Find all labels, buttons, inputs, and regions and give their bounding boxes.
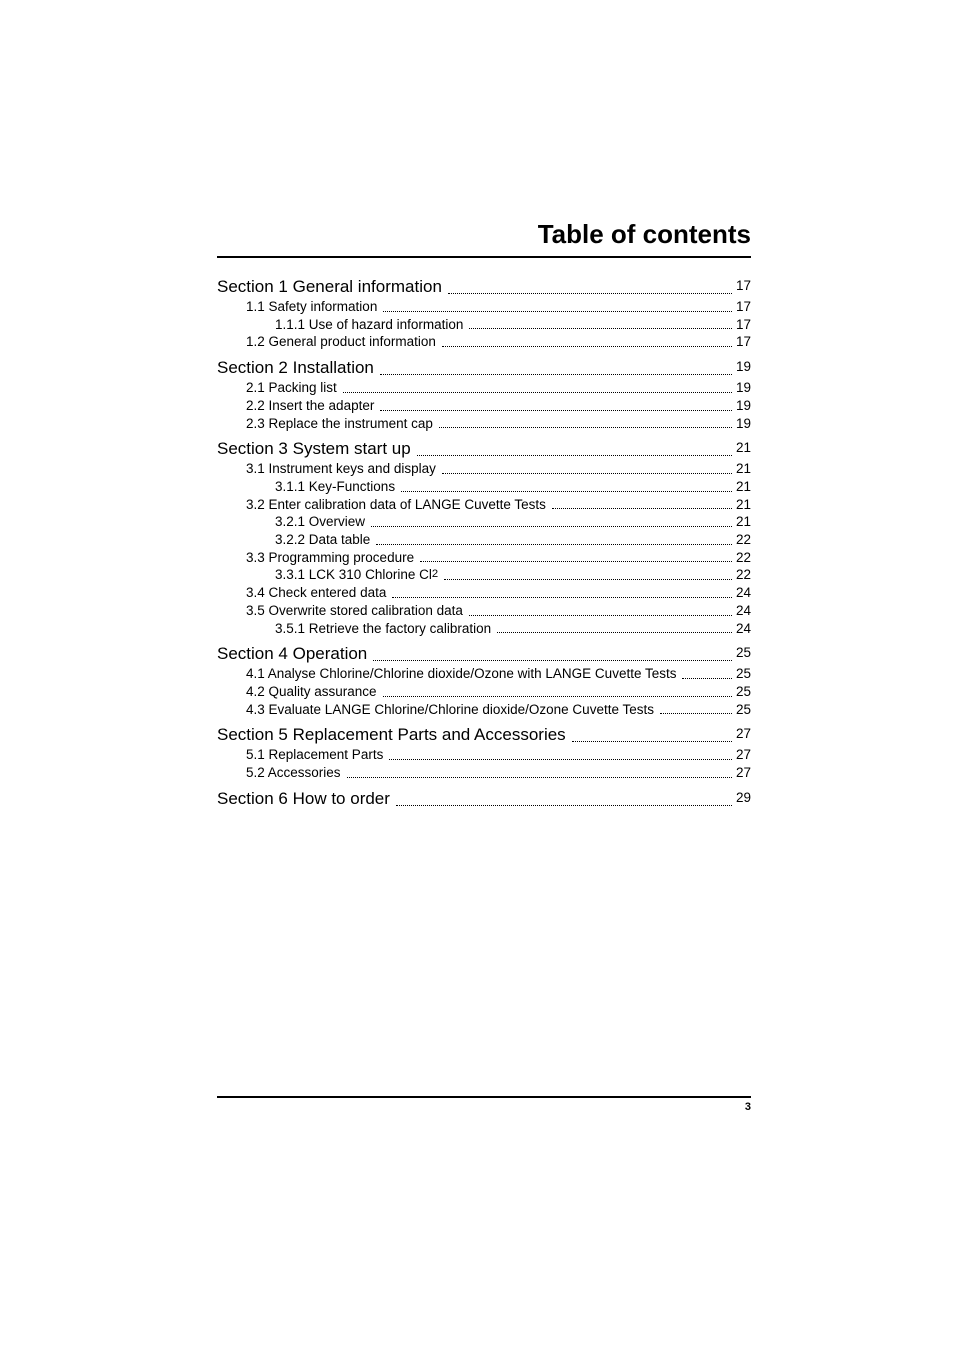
toc-page-number: 27 bbox=[735, 747, 751, 763]
toc-page-number: 19 bbox=[735, 359, 751, 375]
toc-dot-leader bbox=[417, 455, 732, 456]
toc-subsection-entry[interactable] bbox=[217, 316, 751, 334]
toc-page-number: 25 bbox=[735, 683, 751, 699]
toc-section-entry[interactable] bbox=[217, 788, 751, 810]
toc-page-number: 22 bbox=[735, 532, 751, 548]
toc-entry-label: 3.1.1 Key-Functions bbox=[275, 478, 396, 494]
toc-dot-leader bbox=[373, 660, 732, 661]
toc-dot-leader bbox=[469, 615, 732, 616]
page-title: Table of contents bbox=[537, 219, 751, 249]
toc-entry-label: Section 4 Operation bbox=[217, 644, 368, 664]
toc-page-number: 25 bbox=[735, 666, 751, 682]
toc-entry-label: 3.2.2 Data table bbox=[275, 532, 371, 548]
toc-entry-label: 3.5 Overwrite stored calibration data bbox=[246, 602, 463, 618]
page-number: 3 bbox=[744, 1101, 751, 1113]
toc-page-number: 17 bbox=[735, 299, 751, 314]
toc-page-number: 21 bbox=[735, 461, 751, 477]
toc-subsection-entry[interactable] bbox=[217, 566, 751, 584]
toc-section-entry[interactable] bbox=[217, 724, 751, 746]
toc-dot-leader bbox=[497, 632, 732, 633]
toc-page-number: 22 bbox=[735, 549, 751, 565]
toc-dot-leader bbox=[442, 473, 732, 474]
toc-dot-leader bbox=[380, 410, 732, 411]
toc-page-number: 21 bbox=[735, 440, 751, 456]
toc-subsection-entry[interactable] bbox=[217, 478, 751, 496]
toc-subsection-entry[interactable] bbox=[217, 620, 751, 638]
toc-page-number: 21 bbox=[735, 496, 751, 512]
toc-page-number: 24 bbox=[735, 602, 751, 618]
toc-dot-leader bbox=[347, 777, 732, 778]
toc-dot-leader bbox=[343, 392, 732, 393]
toc-dot-leader bbox=[396, 805, 732, 806]
toc-entry-label: 4.1 Analyse Chlorine/Chlorine dioxide/Ozone with LANGE Cuvette Tests bbox=[246, 666, 677, 682]
toc-dot-leader bbox=[376, 544, 732, 545]
footer-rule bbox=[217, 1096, 751, 1098]
toc-subsection-entry[interactable] bbox=[217, 298, 751, 316]
toc-subsection-entry[interactable] bbox=[217, 415, 751, 433]
toc-page-number: 24 bbox=[735, 620, 751, 636]
toc-subsection-entry[interactable] bbox=[217, 746, 751, 764]
toc-subsection-entry[interactable] bbox=[217, 333, 751, 351]
toc-entry-label: 5.2 Accessories bbox=[246, 765, 341, 781]
toc-dot-leader bbox=[383, 311, 732, 312]
toc-entry-label: 3.3.1 LCK 310 Chlorine Cl bbox=[275, 567, 432, 583]
toc-page-number: 24 bbox=[735, 585, 751, 601]
toc-entry-label: 1.1.1 Use of hazard information bbox=[275, 316, 464, 332]
toc-page-number: 17 bbox=[735, 278, 751, 293]
toc-page-number: 21 bbox=[735, 514, 751, 530]
toc-page-number: 27 bbox=[735, 765, 751, 781]
toc-subsection-entry[interactable] bbox=[217, 549, 751, 567]
toc-entry-subscript: 2 bbox=[431, 568, 439, 581]
toc-dot-leader bbox=[401, 491, 732, 492]
toc-dot-leader bbox=[371, 526, 732, 527]
toc-subsection-entry[interactable] bbox=[217, 584, 751, 602]
toc-section-entry[interactable] bbox=[217, 357, 751, 379]
toc-dot-leader bbox=[552, 508, 732, 509]
toc-subsection-entry[interactable] bbox=[217, 460, 751, 478]
toc-page-number: 17 bbox=[735, 316, 751, 332]
toc-entry-label: 3.3 Programming procedure bbox=[246, 549, 415, 565]
toc-entry-label: 3.2 Enter calibration data of LANGE Cuvette Tests bbox=[246, 496, 546, 512]
toc-dot-leader bbox=[380, 374, 732, 375]
toc-subsection-entry[interactable] bbox=[217, 531, 751, 549]
toc-entry-label: Section 6 How to order bbox=[217, 788, 390, 808]
toc-entry-label: 1.1 Safety information bbox=[246, 299, 378, 314]
toc-page-number: 17 bbox=[735, 334, 751, 350]
toc-dot-leader bbox=[444, 579, 732, 580]
toc-entry-label: 3.1 Instrument keys and display bbox=[246, 461, 436, 477]
toc-page-number: 25 bbox=[735, 645, 751, 661]
toc-subsection-entry[interactable] bbox=[217, 602, 751, 620]
toc-entry-label: 2.2 Insert the adapter bbox=[246, 397, 375, 413]
toc-dot-leader bbox=[392, 597, 732, 598]
toc-entry-label: 4.3 Evaluate LANGE Chlorine/Chlorine dioxide/Ozone Cuvette Tests bbox=[246, 701, 654, 717]
table-of-contents bbox=[217, 276, 751, 810]
toc-subsection-entry[interactable] bbox=[217, 496, 751, 514]
toc-subsection-entry[interactable] bbox=[217, 764, 751, 782]
toc-page-number: 21 bbox=[735, 478, 751, 494]
toc-dot-leader bbox=[469, 328, 732, 329]
toc-dot-leader bbox=[682, 678, 731, 679]
toc-subsection-entry[interactable] bbox=[217, 683, 751, 701]
toc-entry-label: Section 1 General information bbox=[217, 277, 442, 296]
toc-page-number: 22 bbox=[735, 567, 751, 583]
toc-entry-label: Section 5 Replacement Parts and Accessories bbox=[217, 725, 566, 745]
toc-subsection-entry[interactable] bbox=[217, 513, 751, 531]
toc-entry-label: 2.3 Replace the instrument cap bbox=[246, 415, 433, 431]
toc-entry-label: Section 2 Installation bbox=[217, 358, 374, 378]
toc-entry-label: 2.1 Packing list bbox=[246, 380, 337, 396]
toc-page-number: 25 bbox=[735, 701, 751, 717]
toc-dot-leader bbox=[439, 427, 732, 428]
title-rule bbox=[217, 256, 751, 258]
toc-dot-leader bbox=[383, 696, 732, 697]
toc-page-number: 27 bbox=[735, 726, 751, 742]
toc-dot-leader bbox=[420, 561, 732, 562]
toc-entry-label: Section 3 System start up bbox=[217, 439, 411, 459]
toc-subsection-entry[interactable] bbox=[217, 701, 751, 719]
toc-page-number: 19 bbox=[735, 415, 751, 431]
toc-entry-label: 3.4 Check entered data bbox=[246, 585, 387, 601]
toc-subsection-entry[interactable] bbox=[217, 397, 751, 415]
toc-dot-leader bbox=[389, 759, 732, 760]
toc-dot-leader bbox=[448, 293, 732, 294]
toc-entry-label: 3.5.1 Retrieve the factory calibration bbox=[275, 620, 492, 636]
toc-subsection-entry[interactable] bbox=[217, 665, 751, 683]
toc-entry-label: 3.2.1 Overview bbox=[275, 514, 366, 530]
toc-page-number: 19 bbox=[735, 397, 751, 413]
toc-page-number: 19 bbox=[735, 380, 751, 396]
toc-section-entry[interactable] bbox=[217, 643, 751, 665]
toc-entry-label: 5.1 Replacement Parts bbox=[246, 747, 384, 763]
toc-dot-leader bbox=[442, 346, 732, 347]
toc-dot-leader bbox=[572, 741, 732, 742]
toc-entry-label: 1.2 General product information bbox=[246, 334, 436, 350]
toc-section-entry[interactable] bbox=[217, 438, 751, 460]
toc-subsection-entry[interactable] bbox=[217, 379, 751, 397]
toc-page-number: 29 bbox=[735, 789, 751, 805]
toc-entry-label: 4.2 Quality assurance bbox=[246, 683, 377, 699]
toc-section-entry[interactable] bbox=[217, 276, 751, 298]
toc-dot-leader bbox=[660, 713, 732, 714]
